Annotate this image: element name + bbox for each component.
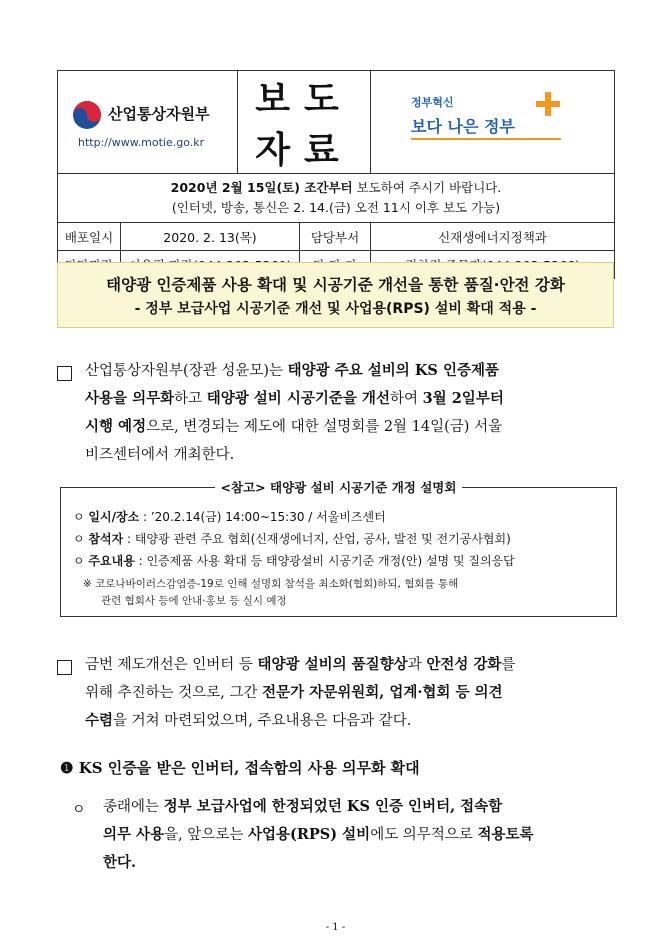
gov-slogan-main: 보다 나은 정부 — [411, 117, 515, 136]
plus-logo-icon — [536, 92, 560, 116]
p1-text-d: 하고 — [174, 391, 207, 407]
p3-bold-c: 의무 사용 — [103, 826, 165, 843]
p3-bold-b: 정부 보급사업에 한정되었던 KS 인증 인버터, 접속함 — [163, 798, 503, 815]
reference-item-label: 참석자 — [88, 532, 124, 546]
ministry-website-link[interactable]: http://www.motie.go.kr — [78, 136, 205, 149]
ministry-name: 산업통상자원부 — [108, 105, 210, 123]
bullet-icon: ㅇ — [73, 510, 85, 524]
p2-bold-d: 안전성 강화 — [426, 656, 502, 673]
release-date-label: 배포일시 — [58, 223, 121, 251]
taegeuk-logo-icon — [72, 100, 102, 130]
paragraph-3 — [103, 793, 620, 877]
reference-note — [83, 576, 458, 610]
department-value: 신재생에너지정책과 — [371, 223, 615, 251]
p2-text-i: 을 거쳐 마련되었으며, 주요내용은 다음과 같다. — [113, 713, 412, 729]
release-date-value: 2020. 2. 13(목) — [121, 223, 300, 251]
bullet-icon: ㅇ — [73, 554, 85, 568]
document-title: 보도자료 — [238, 71, 371, 174]
gov-innovation-logo-cell — [371, 71, 615, 174]
bullet-icon: ㅇ — [73, 532, 85, 546]
p2-text-a: 금번 제도개선은 인버터 등 — [85, 657, 258, 673]
p2-text-c: 과 — [407, 657, 427, 673]
ministry-logo-cell — [58, 71, 238, 174]
p3-text-d: 을, 앞으로는 — [164, 827, 248, 843]
section-1-heading — [60, 757, 420, 778]
p2-bold-b: 태양광 설비의 품질향상 — [257, 656, 408, 673]
checkbox-square-icon — [57, 366, 72, 381]
p1-bold-g: 3월 2일부터 — [422, 390, 504, 407]
embargo-bold: 2020년 2월 15일(토) 조간부터 — [170, 180, 353, 195]
press-header-table — [57, 70, 615, 279]
bullet-icon: ㅇ — [72, 802, 86, 818]
p1-text-a: 산업통상자원부(장관 성윤모)는 — [85, 363, 288, 379]
reference-item-text: : ’20.2.14(금) 14:00~15:30 / 서울비즈센터 — [139, 510, 386, 524]
reference-title: <참고> 태양광 설비 시공기준 개정 설명회 — [215, 478, 463, 496]
headline-sub: - 정부 보급사업 시공기준 개선 및 사업용(RPS) 설비 확대 적용 - — [134, 301, 537, 317]
reference-note-line-2: 관련 협회사 등에 안내·홍보 등 실시 예정 — [101, 595, 287, 607]
reference-item-label: 일시/장소 — [88, 510, 140, 524]
gov-slogan-top: 정부혁신 — [411, 96, 454, 109]
paragraph-1 — [85, 357, 620, 469]
p2-bold-g: 전문가 자문위원회, 업계·협회 등 의견 — [262, 684, 503, 701]
embargo-rest: 보도하여 주시기 바랍니다. — [352, 180, 502, 195]
reference-item-label: 주요내용 — [88, 554, 135, 568]
reference-note-line-1: ※ 코로나바이러스감염증-19로 인해 설명회 참석을 최소화(협회)하되, 협회를 통해 — [83, 578, 459, 590]
reference-item-attendees — [73, 530, 511, 547]
p3-text-f: 에도 의무적으로 — [370, 827, 478, 843]
paragraph-2 — [85, 651, 620, 735]
p2-text-e: 를 — [501, 657, 516, 673]
headline-main: 태양광 인증제품 사용 확대 및 시공기준 개선을 통한 품질·안전 강화 — [106, 276, 565, 294]
page-number: - 1 - — [325, 922, 346, 933]
p1-text-j: 비즈센터에서 개최한다. — [85, 447, 235, 463]
headline-box — [57, 262, 614, 328]
p3-bold-h: 한다. — [103, 854, 137, 871]
p1-text-f: 하여 — [389, 391, 423, 407]
p1-bold-c: 사용을 의무화 — [85, 390, 175, 407]
p3-bold-g: 적용토록 — [477, 826, 534, 843]
embargo-notice — [58, 174, 615, 223]
embargo-sub: (인터넷, 방송, 통신은 2. 14.(금) 오전 11시 이후 보도 가능) — [171, 200, 501, 215]
reference-item-text: : 태양광 관련 주요 협회(신재생에너지, 산업, 공사, 발전 및 전기공사협회) — [123, 532, 511, 546]
p3-bold-e: 사업용(RPS) 설비 — [247, 826, 371, 843]
p2-text-f: 위해 추진하는 것으로, 그간 — [85, 685, 263, 701]
reference-box — [60, 480, 617, 617]
p1-bold-b: 태양광 주요 설비의 KS 인증제품 — [287, 362, 499, 379]
department-label: 담당부서 — [300, 223, 371, 251]
reference-item-text: : 인증제품 사용 확대 등 태양광설비 시공기준 개정(안) 설명 및 질의응답 — [134, 554, 515, 568]
p1-bold-h: 시행 예정 — [85, 418, 147, 435]
reference-item-content — [73, 552, 515, 569]
p1-text-i: 으로, 변경되는 제도에 대한 설명회를 2월 14일(금) 서울 — [146, 419, 503, 435]
checkbox-square-icon — [57, 660, 72, 675]
section-number-icon: ❶ — [60, 759, 74, 777]
reference-item-datetime — [73, 508, 386, 525]
p1-bold-e: 태양광 설비 시공기준을 개선 — [206, 390, 390, 407]
section-1-title: KS 인증을 받은 인버터, 접속함의 사용 의무화 확대 — [78, 759, 420, 777]
p3-text-a: 종래에는 — [103, 799, 164, 815]
p2-bold-h: 수렴 — [85, 712, 114, 729]
gov-logo-underline — [411, 138, 561, 140]
